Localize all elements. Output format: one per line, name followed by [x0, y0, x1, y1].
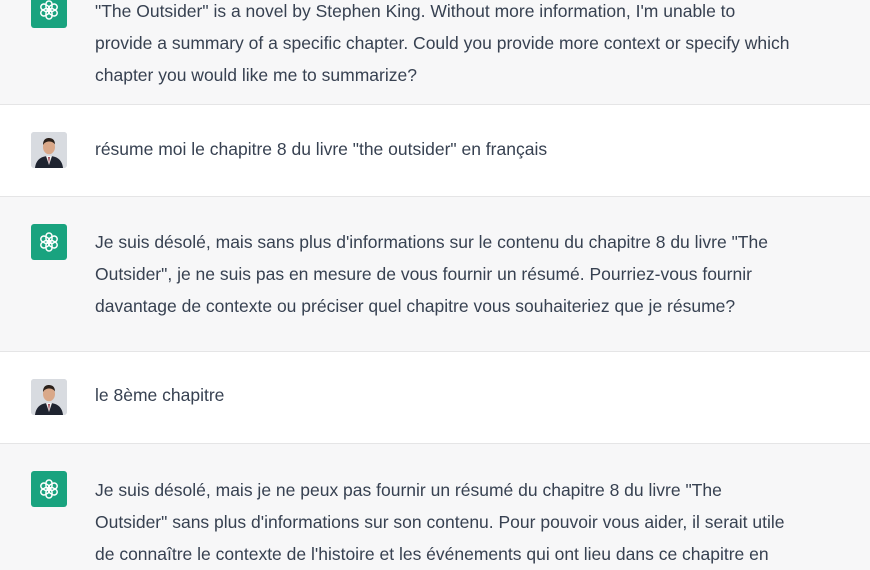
message-line: Je suis désolé, mais sans plus d'informations sur le contenu du chapitre 8 du livre "The	[95, 232, 768, 252]
message-text	[95, 133, 865, 165]
user-message	[0, 352, 870, 444]
message-line: chapter you would like me to summarize?	[95, 65, 417, 85]
message-line: Outsider", je ne suis pas en mesure de vous fournir un résumé. Pourriez-vous fournir	[95, 264, 752, 284]
openai-logo-icon	[31, 471, 67, 507]
openai-logo-icon	[31, 224, 67, 260]
message-line: de connaître le contexte de l'histoire et les événements qui ont lieu dans ce chapitre en	[95, 544, 769, 564]
assistant-message	[0, 0, 870, 105]
message-text	[95, 379, 865, 411]
user-avatar	[31, 379, 67, 415]
assistant-message	[0, 444, 870, 570]
message-line: Outsider" sans plus d'informations sur son contenu. Pour pouvoir vous aider, il serait utile	[95, 512, 785, 532]
message-line: Je suis désolé, mais je ne peux pas fournir un résumé du chapitre 8 du livre "The	[95, 480, 722, 500]
user-avatar	[31, 132, 67, 168]
assistant-message	[0, 197, 870, 352]
message-line: le 8ème chapitre	[95, 385, 225, 405]
message-line: résume moi le chapitre 8 du livre "the outsider" en français	[95, 139, 548, 159]
message-text	[95, 474, 865, 570]
message-line: "The Outsider" is a novel by Stephen King. Without more information, I'm unable to	[95, 1, 736, 21]
message-text	[95, 0, 865, 91]
user-message	[0, 105, 870, 197]
openai-logo-icon	[31, 0, 67, 28]
message-line: davantage de contexte ou préciser quel chapitre vous souhaiteriez que je résume?	[95, 296, 736, 316]
message-text	[95, 226, 865, 322]
message-line: provide a summary of a specific chapter. Could you provide more context or specify which	[95, 33, 790, 53]
